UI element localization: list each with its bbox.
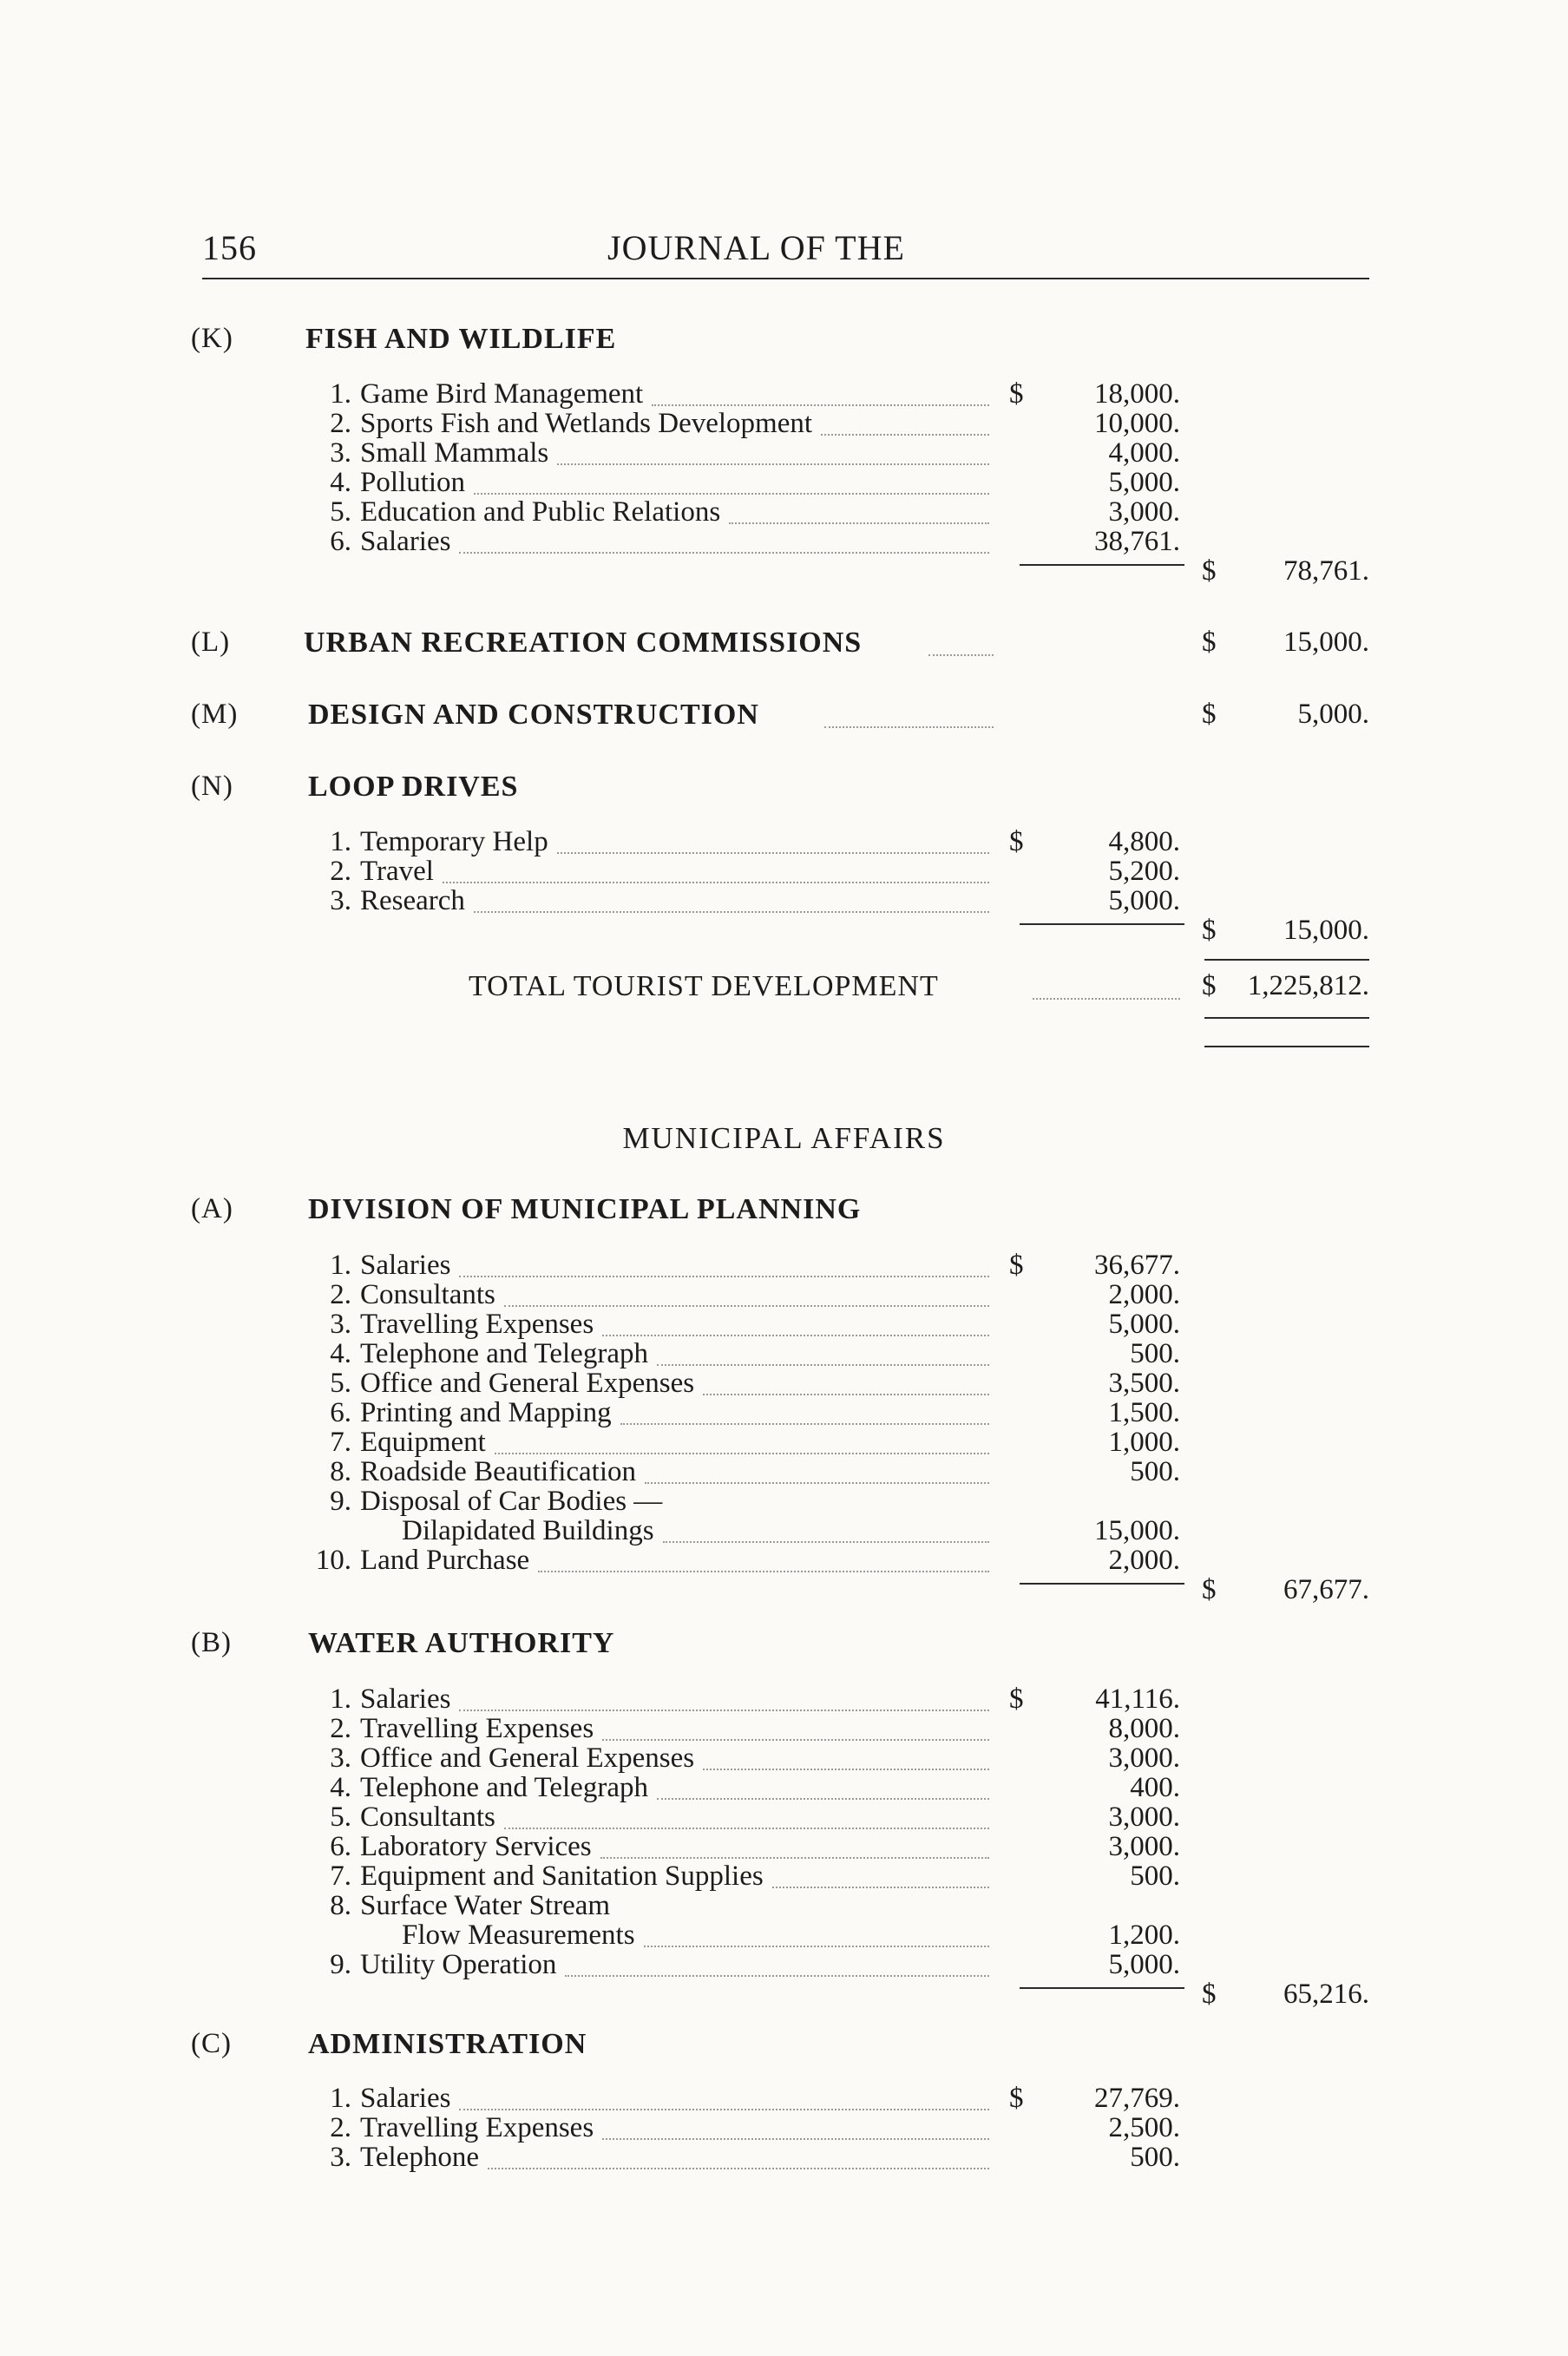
item-label: Disposal of Car Bodies — <box>360 1486 663 1517</box>
item-label: Surface Water Stream <box>360 1890 611 1921</box>
list-item <box>330 2112 594 2144</box>
list-item <box>330 1861 764 1893</box>
list-item <box>330 1831 592 1863</box>
section-title: DIVISION OF MUNICIPAL PLANNING <box>308 1193 862 1225</box>
item-label: Equipment and Sanitation Supplies <box>360 1861 764 1892</box>
item-number: 4. <box>330 467 351 498</box>
item-label: Pollution <box>360 467 466 498</box>
total-rule <box>1204 959 1369 961</box>
section-title: WATER AUTHORITY <box>308 1627 615 1659</box>
item-label: Research <box>360 885 465 916</box>
leader-dots <box>821 434 989 436</box>
list-item <box>330 437 549 469</box>
item-amount: 3,000. <box>1108 1742 1180 1774</box>
total-dollar-sign: $ <box>1202 1979 1217 2010</box>
item-number: 4. <box>330 1772 351 1803</box>
dollar-sign: $ <box>1009 378 1024 410</box>
list-item <box>330 826 548 858</box>
item-amount: 38,761. <box>1094 526 1180 557</box>
item-label: Salaries <box>360 526 451 557</box>
item-amount: 3,000. <box>1108 1831 1180 1862</box>
item-number: 1. <box>330 2083 351 2114</box>
item-number: 8. <box>330 1890 351 1921</box>
item-number: 2. <box>330 2112 351 2143</box>
section-letter: (B) <box>191 1627 232 1658</box>
item-label: Game Bird Management <box>360 378 644 410</box>
item-label: Land Purchase <box>360 1545 530 1576</box>
list-item <box>330 408 813 440</box>
item-number: 7. <box>330 1861 351 1892</box>
list-item <box>330 1279 495 1311</box>
list-item <box>315 1545 530 1577</box>
leader-dots <box>645 1482 989 1484</box>
leader-dots <box>652 404 989 406</box>
total-dollar-sign: $ <box>1202 627 1217 658</box>
subtotal-rule <box>1020 564 1184 566</box>
item-label: Salaries <box>360 2083 451 2114</box>
leader-dots <box>703 1394 989 1395</box>
item-amount: 500. <box>1130 1861 1180 1892</box>
item-number: 9. <box>330 1486 351 1517</box>
item-amount: 4,000. <box>1108 437 1180 469</box>
item-label: Telephone and Telegraph <box>360 1772 648 1803</box>
leader-dots <box>657 1364 989 1366</box>
item-amount: 400. <box>1130 1772 1180 1803</box>
leader-dots <box>557 463 989 465</box>
item-label: Sports Fish and Wetlands Development <box>360 408 813 439</box>
list-item <box>330 1397 612 1429</box>
item-label: Office and General Expenses <box>360 1742 695 1774</box>
item-amount: 3,000. <box>1108 496 1180 528</box>
item-amount: 18,000. <box>1094 378 1180 410</box>
item-label: Telephone <box>360 2142 479 2173</box>
item-amount: 4,800. <box>1108 826 1180 857</box>
item-number: 3. <box>330 1742 351 1774</box>
list-item <box>330 1250 451 1282</box>
section-title: ADMINISTRATION <box>308 2028 587 2060</box>
leader-dots <box>474 911 989 913</box>
section-letter: (C) <box>191 2028 232 2059</box>
leader-dots <box>538 1571 989 1572</box>
item-label: Roadside Beautification <box>360 1456 636 1487</box>
item-amount: 3,500. <box>1108 1368 1180 1399</box>
running-title: JOURNAL OF THE <box>607 228 905 267</box>
item-amount: 500. <box>1130 1456 1180 1487</box>
subtotal-rule <box>1020 1987 1184 1989</box>
double-rule-bottom <box>1204 1046 1369 1047</box>
list-item <box>330 1338 648 1370</box>
item-amount: 5,000. <box>1108 1949 1180 1980</box>
item-label: Salaries <box>360 1250 451 1281</box>
item-amount: 500. <box>1130 2142 1180 2173</box>
item-number: 5. <box>330 496 351 528</box>
header-rule <box>202 278 1369 279</box>
list-item <box>330 467 466 499</box>
item-number: 5. <box>330 1368 351 1399</box>
item-label: Utility Operation <box>360 1949 557 1980</box>
leader-dots <box>1033 998 1180 1000</box>
leader-dots <box>644 1946 989 1947</box>
leader-dots <box>488 2168 989 2169</box>
item-number: 6. <box>330 1831 351 1862</box>
section-letter: (A) <box>191 1193 233 1224</box>
leader-dots <box>928 654 994 656</box>
list-item <box>330 1683 451 1716</box>
section-title: URBAN RECREATION COMMISSIONS <box>304 627 863 659</box>
item-label: Travel <box>360 856 434 887</box>
leader-dots <box>565 1975 989 1977</box>
item-number: 2. <box>330 1279 351 1310</box>
leader-dots <box>772 1887 989 1888</box>
list-item <box>330 856 434 888</box>
leader-dots <box>602 1335 989 1336</box>
leader-dots <box>443 882 989 883</box>
list-item <box>330 1890 611 1922</box>
section-letter: (N) <box>191 771 233 802</box>
item-amount: 2,000. <box>1108 1545 1180 1576</box>
list-item <box>330 1368 695 1400</box>
item-number: 9. <box>330 1949 351 1980</box>
item-amount: 5,200. <box>1108 856 1180 887</box>
item-label-continued: Flow Measurements <box>402 1920 635 1951</box>
leader-dots <box>459 552 989 554</box>
item-amount: 8,000. <box>1108 1713 1180 1744</box>
item-number: 2. <box>330 408 351 439</box>
list-item <box>330 1801 495 1834</box>
municipal-affairs-heading: MUNICIPAL AFFAIRS <box>622 1121 946 1155</box>
leader-dots <box>703 1769 989 1770</box>
list-item <box>330 2142 479 2174</box>
list-item <box>330 1427 486 1459</box>
list-item <box>330 526 451 558</box>
item-label: Consultants <box>360 1801 495 1833</box>
item-label: Temporary Help <box>360 826 548 857</box>
section-total: 15,000. <box>1283 915 1369 946</box>
item-label: Laboratory Services <box>360 1831 592 1862</box>
section-title: DESIGN AND CONSTRUCTION <box>308 699 759 731</box>
item-number: 6. <box>330 526 351 557</box>
item-number: 1. <box>330 826 351 857</box>
item-number: 1. <box>330 1250 351 1281</box>
list-item <box>330 1309 594 1341</box>
item-number: 8. <box>330 1456 351 1487</box>
leader-dots <box>459 1710 989 1711</box>
item-number: 3. <box>330 1309 351 1340</box>
item-label: Education and Public Relations <box>360 496 721 528</box>
section-letter: (L) <box>191 627 231 658</box>
item-number: 2. <box>330 856 351 887</box>
item-label: Printing and Mapping <box>360 1397 612 1428</box>
item-amount: 5,000. <box>1108 885 1180 916</box>
dollar-sign: $ <box>1009 826 1024 857</box>
leader-dots <box>495 1453 989 1454</box>
item-amount: 5,000. <box>1108 1309 1180 1340</box>
subtotal-rule <box>1020 1583 1184 1585</box>
item-number: 3. <box>330 885 351 916</box>
leader-dots <box>663 1541 989 1543</box>
leader-dots <box>657 1798 989 1800</box>
list-item <box>330 1949 557 1981</box>
subtotal-rule <box>1020 923 1184 925</box>
item-amount: 500. <box>1130 1338 1180 1369</box>
list-item <box>330 2083 451 2115</box>
item-amount: 36,677. <box>1094 1250 1180 1281</box>
leader-dots <box>474 493 989 495</box>
section-letter: (M) <box>191 699 239 730</box>
list-item <box>330 378 644 410</box>
list-item <box>330 1713 594 1745</box>
item-number: 4. <box>330 1338 351 1369</box>
item-amount: 1,000. <box>1108 1427 1180 1458</box>
list-item <box>330 496 721 528</box>
leader-dots <box>729 522 989 524</box>
item-number: 7. <box>330 1427 351 1458</box>
total-dollar-sign: $ <box>1202 699 1217 730</box>
double-rule-top <box>1204 1017 1369 1019</box>
item-number: 2. <box>330 1713 351 1744</box>
section-title: LOOP DRIVES <box>308 771 519 803</box>
item-number: 1. <box>330 378 351 410</box>
leader-dots <box>557 852 989 854</box>
leader-dots <box>459 1276 989 1277</box>
section-total: 15,000. <box>1283 627 1369 658</box>
section-total: 67,677. <box>1283 1574 1369 1605</box>
section-total: 5,000. <box>1297 699 1369 730</box>
list-item <box>330 1456 636 1488</box>
section-title: FISH AND WILDLIFE <box>305 323 617 355</box>
item-amount: 10,000. <box>1094 408 1180 439</box>
section-total: 65,216. <box>1283 1979 1369 2010</box>
item-number: 3. <box>330 437 351 469</box>
item-amount: 1,200. <box>1108 1920 1180 1951</box>
item-amount: 5,000. <box>1108 467 1180 498</box>
grand-total-dollar-sign: $ <box>1202 970 1217 1001</box>
leader-dots <box>602 1739 989 1741</box>
leader-dots <box>602 2138 989 2140</box>
total-dollar-sign: $ <box>1202 1574 1217 1605</box>
leader-dots <box>459 2109 989 2110</box>
dollar-sign: $ <box>1009 1250 1024 1281</box>
item-label: Equipment <box>360 1427 486 1458</box>
section-letter: (K) <box>191 323 233 354</box>
item-label: Telephone and Telegraph <box>360 1338 648 1369</box>
item-label: Small Mammals <box>360 437 549 469</box>
total-dollar-sign: $ <box>1202 915 1217 946</box>
list-item <box>330 1742 695 1775</box>
dollar-sign: $ <box>1009 1683 1024 1715</box>
item-label: Consultants <box>360 1279 495 1310</box>
section-total: 78,761. <box>1283 555 1369 587</box>
item-amount: 41,116. <box>1095 1683 1180 1715</box>
item-label: Travelling Expenses <box>360 1309 594 1340</box>
item-label: Travelling Expenses <box>360 2112 594 2143</box>
dollar-sign: $ <box>1009 2083 1024 2114</box>
item-label-continued: Dilapidated Buildings <box>402 1515 654 1546</box>
item-amount: 2,500. <box>1108 2112 1180 2143</box>
item-number: 3. <box>330 2142 351 2173</box>
item-amount: 27,769. <box>1094 2083 1180 2114</box>
grand-total-label: TOTAL TOURIST DEVELOPMENT <box>469 970 939 1002</box>
item-amount: 1,500. <box>1108 1397 1180 1428</box>
item-label: Travelling Expenses <box>360 1713 594 1744</box>
item-number: 10. <box>315 1545 351 1576</box>
item-amount: 15,000. <box>1094 1515 1180 1546</box>
total-dollar-sign: $ <box>1202 555 1217 587</box>
leader-dots <box>824 726 994 728</box>
leader-dots <box>620 1423 989 1425</box>
list-item <box>330 1772 648 1804</box>
list-item <box>330 1486 663 1518</box>
item-amount: 3,000. <box>1108 1801 1180 1833</box>
leader-dots <box>504 1828 989 1829</box>
list-item <box>330 885 465 917</box>
leader-dots <box>504 1305 989 1307</box>
grand-total-amount: 1,225,812. <box>1247 970 1369 1001</box>
item-number: 5. <box>330 1801 351 1833</box>
leader-dots <box>600 1857 989 1859</box>
item-number: 6. <box>330 1397 351 1428</box>
item-label: Office and General Expenses <box>360 1368 695 1399</box>
page-number: 156 <box>202 228 257 267</box>
item-number: 1. <box>330 1683 351 1715</box>
item-label: Salaries <box>360 1683 451 1715</box>
item-amount: 2,000. <box>1108 1279 1180 1310</box>
